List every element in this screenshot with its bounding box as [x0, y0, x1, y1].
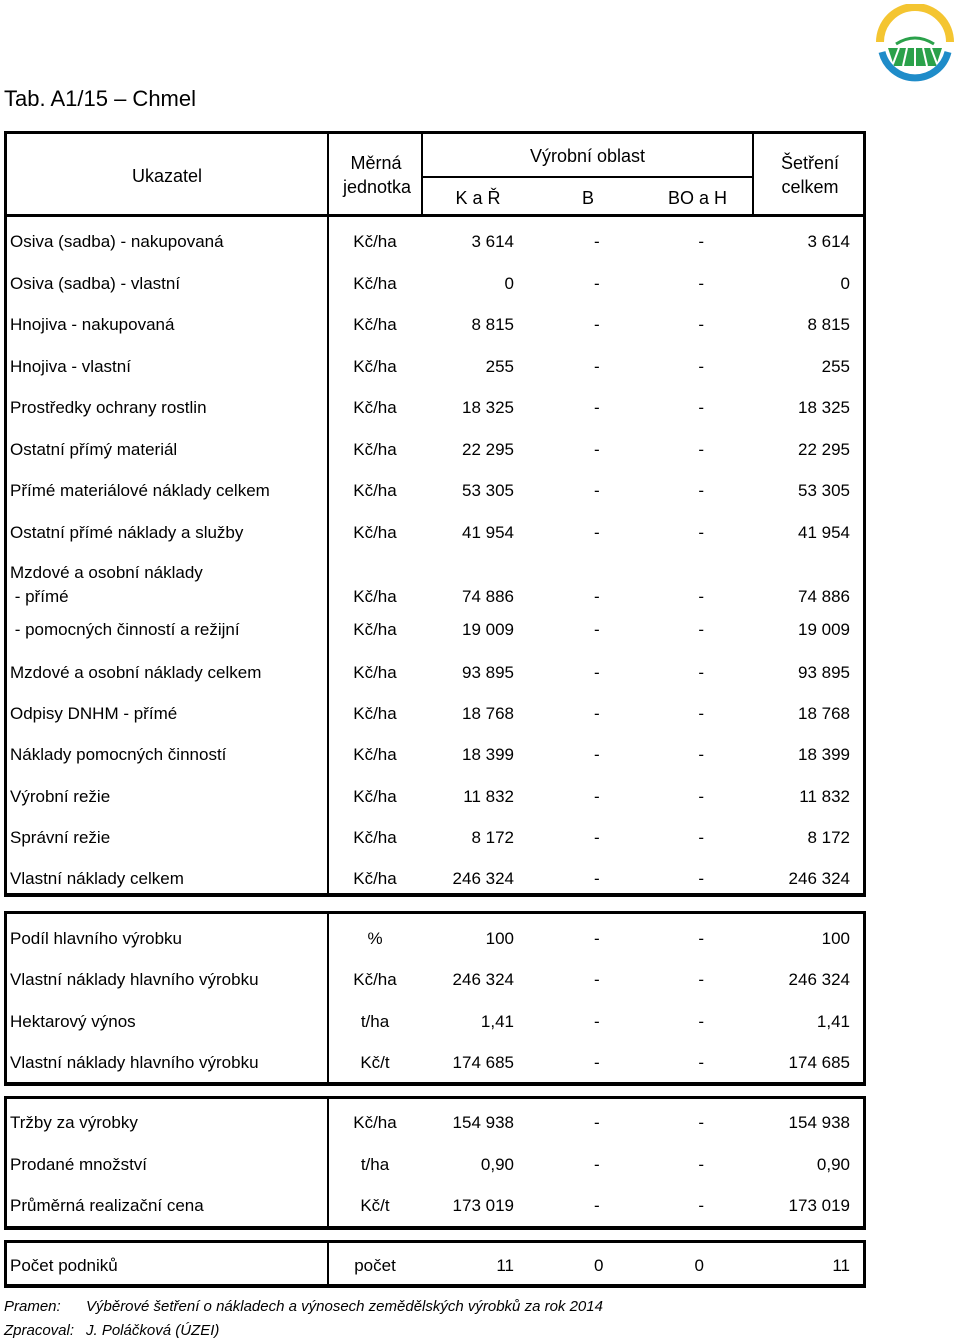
row-unit: Kč/ha: [353, 439, 397, 459]
row-value-bo: -: [698, 315, 704, 334]
row-value-ka: 154 938: [452, 1113, 514, 1132]
table-row: [7, 1144, 863, 1185]
row-value-b: -: [594, 522, 600, 542]
row-label: Mzdové a osobní náklady: [10, 563, 203, 582]
row-value-total: 173 019: [788, 1196, 850, 1215]
row-value-total: 246 324: [788, 869, 850, 888]
row-value-bo: -: [698, 663, 704, 682]
table-row: [7, 304, 863, 345]
footer-author-label: Zpracoval:: [4, 1322, 75, 1339]
cost-table-revenue: [4, 1096, 866, 1230]
table-row: [7, 959, 863, 1000]
row-value-ka: 11: [496, 1256, 514, 1275]
row-value-ka: 11 832: [463, 786, 514, 806]
row-value-bo: -: [698, 1052, 704, 1072]
row-value-bo: -: [698, 273, 704, 293]
header-survey-total: Šetření celkem: [780, 153, 840, 197]
table-row: [7, 1245, 863, 1286]
row-label: Hnojiva - nakupovaná: [10, 315, 175, 334]
row-value-total: 154 938: [788, 1113, 850, 1132]
table-row: [7, 776, 863, 817]
row-value-ka: 0,90: [480, 1154, 514, 1174]
header-region-b: B: [581, 188, 594, 208]
row-unit: Kč/ha: [353, 704, 397, 724]
header-divider: [7, 214, 863, 217]
row-value-b: -: [594, 869, 600, 888]
row-value-ka: 100: [485, 929, 514, 948]
row-value-bo: -: [698, 786, 704, 806]
row-value-ka: 18 399: [462, 745, 514, 765]
row-unit: Kč/ha: [353, 232, 397, 251]
row-value-total: 41 954: [798, 522, 850, 542]
row-value-bo: -: [698, 970, 704, 990]
row-unit: Kč/ha: [353, 620, 397, 639]
row-value-b: -: [594, 620, 600, 639]
row-value-b: -: [594, 786, 600, 806]
row-value-bo: -: [698, 232, 704, 251]
row-value-ka: 173 019: [452, 1196, 514, 1215]
cost-table-main: [4, 131, 866, 897]
header-indicator: Ukazatel: [131, 166, 203, 186]
row-value-total: 255: [821, 356, 850, 376]
row-value-b: -: [594, 481, 600, 500]
col-divider: [752, 134, 754, 214]
row-unit: Kč/ha: [353, 827, 397, 847]
row-value-b: -: [594, 1196, 600, 1215]
row-value-ka: 1,41: [480, 1011, 514, 1031]
row-value-b: -: [594, 232, 600, 251]
row-unit: Kč/ha: [353, 481, 397, 500]
table-row: [7, 1185, 863, 1226]
row-label: Prodané množství: [10, 1154, 148, 1174]
table-row: [7, 429, 863, 470]
row-value-ka: 8 815: [471, 315, 514, 334]
row-value-total: 11: [832, 1256, 850, 1275]
row-value-b: -: [594, 1052, 600, 1072]
row-label: Vlastní náklady hlavního výrobku: [10, 970, 259, 990]
row-label: Podíl hlavního výrobku: [10, 929, 182, 948]
row-value-b: -: [594, 745, 600, 765]
row-value-total: 0,90: [816, 1154, 850, 1174]
row-label: Správní režie: [10, 827, 111, 847]
row-value-ka: 8 172: [471, 827, 514, 847]
row-unit: Kč/ha: [353, 1113, 397, 1132]
row-value-total: 0: [840, 273, 850, 293]
row-value-ka: 41 954: [462, 522, 514, 542]
row-label: - přímé: [10, 587, 69, 606]
row-value-bo: -: [698, 481, 704, 500]
row-value-total: 11 832: [799, 786, 850, 806]
cost-table-main-product: [4, 911, 866, 1086]
row-unit: Kč/ha: [353, 398, 397, 417]
row-value-b: -: [594, 663, 600, 682]
row-unit: t/ha: [360, 1011, 390, 1031]
row-value-total: 18 399: [798, 745, 850, 765]
row-value-total: 18 325: [798, 398, 850, 417]
table-row: [7, 1042, 863, 1083]
row-unit: Kč/ha: [353, 522, 397, 542]
row-unit: počet: [354, 1256, 396, 1275]
row-value-ka: 93 895: [462, 663, 514, 682]
page-title: Tab. A1/15 – Chmel: [4, 86, 197, 111]
row-value-b: -: [594, 970, 600, 990]
row-label: Osiva (sadba) - nakupovaná: [10, 232, 224, 251]
row-unit: Kč/t: [360, 1052, 390, 1072]
header-unit: Měrná jednotka: [343, 153, 412, 197]
row-value-bo: -: [698, 522, 704, 542]
row-value-ka: 3 614: [471, 232, 514, 251]
row-unit: Kč/ha: [353, 786, 397, 806]
row-value-ka: 18 325: [462, 398, 514, 417]
row-label: Náklady pomocných činností: [10, 745, 227, 765]
row-unit: Kč/t: [360, 1196, 390, 1215]
row-value-b: -: [594, 587, 600, 606]
row-value-ka: 174 685: [452, 1052, 514, 1072]
table-row: [7, 858, 863, 899]
footer-author-text: J. Poláčková (ÚZEI): [86, 1322, 220, 1339]
row-label: Mzdové a osobní náklady celkem: [10, 663, 262, 682]
row-value-total: 3 614: [807, 232, 850, 251]
row-value-bo: -: [698, 869, 704, 888]
row-unit: Kč/ha: [353, 869, 397, 888]
row-value-ka: 255: [485, 356, 514, 376]
header-region-ka: K a Ř: [455, 188, 501, 208]
row-value-ka: 22 295: [462, 439, 514, 459]
row-label: Ostatní přímý materiál: [10, 439, 178, 459]
row-value-bo: -: [698, 929, 704, 948]
cost-table-farm-count: [4, 1240, 866, 1288]
row-label: - pomocných činností a režijní: [10, 620, 240, 639]
row-value-b: -: [594, 1113, 600, 1132]
row-unit: Kč/ha: [353, 587, 397, 606]
row-label: Průměrná realizační cena: [10, 1196, 204, 1215]
row-value-total: 8 172: [807, 827, 850, 847]
row-label: Odpisy DNHM - přímé: [10, 704, 178, 724]
row-value-bo: -: [698, 1011, 704, 1031]
table-row: [7, 734, 863, 775]
row-value-total: 53 305: [798, 481, 850, 500]
row-label: Vlastní náklady celkem: [10, 869, 184, 888]
table-row: [7, 512, 863, 553]
table-row: [7, 693, 863, 734]
row-value-b: -: [594, 439, 600, 459]
table-row: [7, 387, 863, 428]
row-label: Ostatní přímé náklady a služby: [10, 522, 244, 542]
row-value-total: 22 295: [798, 439, 850, 459]
table-row: [7, 609, 863, 650]
row-value-total: 74 886: [798, 587, 850, 606]
row-value-bo: -: [698, 1196, 704, 1215]
row-value-total: 18 768: [798, 704, 850, 724]
row-value-b: -: [594, 356, 600, 376]
row-value-b: 0: [594, 1256, 604, 1275]
row-value-ka: 246 324: [452, 869, 514, 888]
row-value-total: 93 895: [798, 663, 850, 682]
row-value-ka: 74 886: [462, 587, 514, 606]
row-value-bo: -: [698, 356, 704, 376]
table-row: [7, 221, 863, 262]
row-value-bo: -: [698, 1113, 704, 1132]
row-value-total: 1,41: [816, 1011, 850, 1031]
row-label: Hnojiva - vlastní: [10, 356, 131, 376]
row-label: Prostředky ochrany rostlin: [10, 398, 207, 417]
row-label: Výrobní režie: [10, 786, 111, 806]
table-row: [7, 346, 863, 387]
row-unit: %: [367, 929, 383, 948]
row-value-b: -: [594, 704, 600, 724]
row-value-total: 19 009: [798, 620, 850, 639]
row-label: Osiva (sadba) - vlastní: [10, 273, 181, 293]
row-value-ka: 246 324: [452, 970, 514, 990]
row-unit: Kč/ha: [353, 745, 397, 765]
row-value-b: -: [594, 827, 600, 847]
row-value-total: 8 815: [807, 315, 850, 334]
row-value-b: -: [594, 1154, 600, 1174]
row-value-bo: -: [698, 398, 704, 417]
row-value-ka: 19 009: [462, 620, 514, 639]
row-label: Tržby za výrobky: [10, 1113, 138, 1132]
header-region-bo: BO a H: [667, 188, 728, 208]
row-value-bo: -: [698, 587, 704, 606]
table-row: [7, 263, 863, 304]
row-label: Přímé materiálové náklady celkem: [10, 481, 270, 500]
row-value-bo: -: [698, 745, 704, 765]
row-value-b: -: [594, 398, 600, 417]
footer-source-label: Pramen:: [4, 1298, 61, 1315]
table-row: [7, 918, 863, 959]
header-region-group: Výrobní oblast: [529, 146, 646, 166]
row-value-bo: -: [698, 1154, 704, 1174]
row-value-b: -: [594, 929, 600, 948]
region-header-divider: [421, 176, 752, 178]
table-row: [7, 470, 863, 511]
row-value-bo: -: [698, 827, 704, 847]
row-unit: Kč/ha: [353, 315, 397, 334]
table-row: [7, 652, 863, 693]
table-row: [7, 817, 863, 858]
row-unit: Kč/ha: [353, 663, 397, 682]
agriculture-field-sun-logo: [874, 4, 956, 86]
row-value-total: 174 685: [788, 1052, 850, 1072]
row-value-b: -: [594, 315, 600, 334]
row-unit: Kč/ha: [353, 273, 397, 293]
row-value-b: -: [594, 273, 600, 293]
row-value-ka: 0: [504, 273, 514, 293]
row-value-total: 100: [821, 929, 850, 948]
row-unit: Kč/ha: [353, 970, 397, 990]
row-unit: t/ha: [360, 1154, 390, 1174]
table-row: [7, 1001, 863, 1042]
footer-source-text: Výběrové šetření o nákladech a výnosech zemědělských výrobků za rok 2014: [86, 1298, 603, 1315]
row-value-bo: -: [698, 439, 704, 459]
row-value-bo: -: [698, 704, 704, 724]
row-unit: Kč/ha: [353, 356, 397, 376]
row-value-b: -: [594, 1011, 600, 1031]
row-value-total: 246 324: [788, 970, 850, 990]
row-label: Hektarový výnos: [10, 1011, 136, 1031]
row-value-bo: -: [698, 620, 704, 639]
row-label: Vlastní náklady hlavního výrobku: [10, 1052, 259, 1072]
table-row: [7, 1102, 863, 1143]
row-value-ka: 18 768: [462, 704, 514, 724]
row-label: Počet podniků: [10, 1256, 118, 1275]
row-value-ka: 53 305: [462, 481, 514, 500]
row-value-bo: 0: [694, 1256, 704, 1275]
